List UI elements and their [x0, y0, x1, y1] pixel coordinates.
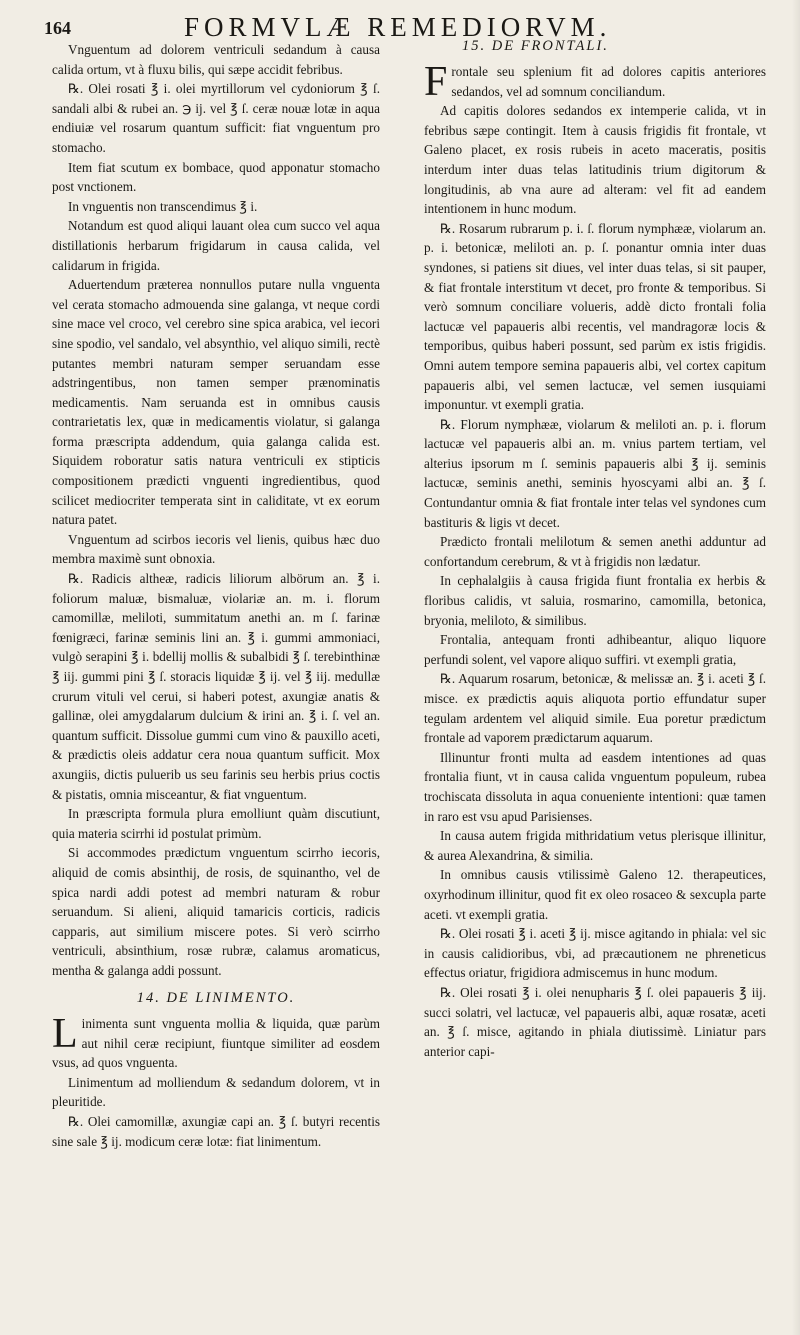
section-heading-frontali: 15. DE FRONTALI. [462, 38, 609, 54]
paragraph: Linimentum ad molliendum & sedandum dolorem, vt in pleuritide. [52, 1074, 380, 1110]
page-header [44, 10, 784, 40]
paragraph: In præscripta formula plura emolliunt quàm discutiunt, quia materia scirrhi id postulat primùm. [52, 806, 380, 841]
initial-letter: F [424, 59, 448, 105]
initial-letter: L [52, 1011, 78, 1058]
paragraph: Prædicto frontali melilotum & semen anethi adduntur ad confortandum cerebrum, & vt à frigidis non lædatur. [424, 534, 766, 569]
paragraph: Notandum est quod aliqui lauant olea cum succo vel aqua distillationis herbarum frigidarum in causa calida, vel calidarum in frigida. [52, 218, 380, 273]
paragraph: In cephalalgiis à causa frigida fiunt frontalia ex herbis & floribus calidis, vt saluia, rosmarino, camomilla, betonica, bryonia, meliloto, & similibus. [424, 573, 766, 628]
running-title: FORMVLÆ REMEDIORVM. [184, 12, 612, 42]
paragraph-text: inimenta sunt vnguenta mollia & liquida, quæ parùm aut nihil ceræ recipiunt, fiuntque similiter ad eosdem vsus, ad quos vnguenta. [52, 1016, 380, 1071]
section-heading: 14. DE LINIMENTO. [136, 989, 296, 1006]
paragraph: Vnguentum ad dolorem ventriculi sedandum à causa calida ortum, vt à fluxu bilis, qui sæpe accidit febribus. [52, 42, 380, 77]
paragraph: Ad capitis dolores sedandos ex intemperie calida, vt in febribus sæpe contingit. Item à causis frigidis fit frontale, vt Galeno placet, ex rosis rubeis in aceto maceratis, positis interdum inter duas telas latitudinis trium digitorum & longitudinis, ab vna aure ad alteram: vel fit ad eandem intentionem in hunc modum. [424, 103, 766, 217]
paragraph: ℞. Florum nymphææ, violarum & meliloti an. p. i. florum lactucæ vel papaueris albi an. m. vnius partem tertiam, vel alterius ipsorum m ſ. seminis papaueris albi ℥ ij. seminis lactucæ, seminis anethi, seminis hyoscyami albi an. ℥ ſ. Contundantur omnia & fiat frontale inter telas vel syndones cum bastituris & ligis vt decet. [424, 416, 766, 530]
right-column [424, 59, 766, 1061]
paragraph: Si accommodes prædictum vnguentum scirrho iecoris, aliquid de comis absinthij, de rosis, de squinantho, vel de spica nardi addi potest ad membri naturam & robur seruandum. Si alieni, aliquid tamaricis corticis, radicis capparis, aut similium miscere potes. Si verò scirrho ventriculi, absinthium, rosæ rubræ, calamus aromaticus, mentha & galanga addi possunt. [52, 845, 380, 978]
paragraph: Item fiat scutum ex bombace, quod apponatur stomacho post vnctionem. [52, 159, 380, 195]
paragraph: ℞. Olei rosati ℥ i. olei nenupharis ℥ ſ. olei papaueris ℥ iij. succi solatri, vel lactucæ, vel papaueris albi, aquæ rosatæ, aceti an. ℥ ſ. misce, agitando in phiala diutissimè. Liniatur pars anterior capi- [424, 984, 766, 1059]
paragraph: ℞. Olei rosati ℥ i. olei myrtillorum vel cydoniorum ℥ ſ. sandali albi & rubei an. ℈ ij. vel ℥ ſ. ceræ nouæ lotæ in aqua endiuiæ vel rosarum quantum sufficit: fiat vnguentum pro stomacho. [52, 81, 380, 155]
paragraph: Vnguentum ad scirbos iecoris vel lienis, quibus hæc duo membra maximè sunt obnoxia. [52, 531, 380, 567]
paragraph: ℞. Rosarum rubrarum p. i. ſ. florum nymphææ, violarum an. p. i. betonicæ, meliloti an. p. ſ. ponantur omnia inter duas syndones, si patiens sit diues, vel inter duas telas, si sit pauper, & fiat frontale interstitum vt decet, pro fronte & temporibus. Si verò somnum conciliare volueris, addè dicto frontali folia lactucæ vel papaueris albi recentis, vel mandragoræ locis & temporibus, quibus haberi possunt, sed parùm ex istis frigidis. Omni autem tempore semina papaueris albi, vel cortex capitum papaueris albi, vel semen lactucæ, vel semen iusquiami imponuntur. vt exempli gratia. [424, 220, 766, 413]
paragraph: ℞. Olei rosati ℥ i. aceti ℥ ij. misce agitando in phiala: vel sic in causis calidioribus, vbi, ad præcautionem ne phreneticus effectus oriatur, frigidiora admiscemus in hunc modum. [424, 926, 766, 981]
paragraph: In omnibus causis vtilissimè Galeno 12. therapeutices, oxyrhodinum illinitur, quod fit ex oleo rosaceo & sexcupla parte aceti. vt exempli gratia. [424, 867, 766, 922]
paragraph-with-initial [424, 59, 766, 105]
paragraph: ℞. Radicis altheæ, radicis liliorum albörum an. ℥ i. foliorum maluæ, bismaluæ, violariæ an. m. i. florum camomillæ, meliloti, summitatum anethi an. m ſ. farinæ fœnigræci, farinæ seminis lini an. ℥ i. gummi ammoniaci, vulgò serapini ℥ i. bdellij mollis & subalbidi ℥ ſ. terebinthinæ ℥ iij. gummi pini ℥ ſ. storacis liquidæ ℥ ij. vel ℥ iij. medullæ crurum vituli vel cerui, si haberi potest, axungiæ anatis & gallinæ, olei amygdalarum dulcium & irini an. ℥ i. ſ. vel an. quantum sufficit. Dissolue gummi cum vino & pauxillo aceti, & prædictis oleis addatur cera noua quantum sufficit. Mox axungiis, dictis puluerib us seu farinis seu herbis prius coctis & pistatis, omnia misceantur, & fiat vnguentum. [52, 571, 380, 802]
paragraph: Illinuntur fronti multa ad easdem intentiones ad quas frontalia fiunt, vt in causa calida vnguentum populeum, rubea trochiscata dissoluta in aqua conueniente intentioni: quæ tamen in raro est vsu apud Parisienses. [424, 749, 766, 824]
paragraph-text: rontale seu splenium fit ad dolores capitis anteriores sedandos, vel ad somnum conciliandum. [451, 64, 766, 99]
paragraph: Frontalia, antequam fronti adhibeantur, aliquo liquore perfundi solent, vel vapore aliquo suffiri. vt exempli gratia, [424, 632, 766, 667]
page-edge-shadow [792, 0, 800, 1335]
paragraph: ℞. Aquarum rosarum, betonicæ, & melissæ an. ℥ i. aceti ℥ ſ. misce. ex prædictis aquis aliquota portio effundatur super tegulam ardentem vel aliquid simile. Eua poretur prædictum frontale ad vaporem prædictarum aquarum. [424, 671, 766, 746]
paragraph: In causa autem frigida mithridatium vetus plerisque illinitur, & aurea Alexandrina, & similia. [424, 828, 766, 863]
page-number: 164 [44, 18, 71, 38]
left-column [52, 40, 380, 1151]
paragraph: In vnguentis non transcendimus ℥ i. [68, 198, 258, 214]
paragraph-with-initial [52, 1011, 380, 1073]
paragraph: Aduertendum præterea nonnullos putare nulla vnguenta vel cerata stomacho admouenda sine galanga, vt neque cordi sine mace vel croco, vel cerebro sine spica arabica, vel iecori sine spodio, vel sandalo, vel absynthio, vel aliquo simili, rectè putantes membri naturam semper seruandam esse adstringentibus, non tamen semper prænominatis medicamentis. Nam seruanda est in omnibus causis contrarietatis lex, quæ in medicamentis violatur, si galanga forma præscripta addendum, quia galanga calida est. Siquidem roboratur satis natura ventriculi ex stipticis compositionem prædicti vnguenti ingredientibus, quod scilicet mediocriter temperata sint in caliditate, vt ex eorum natura patet. [52, 277, 380, 528]
paragraph: ℞. Olei camomillæ, axungiæ capi an. ℥ ſ. butyri recentis sine sale ℥ ij. modicum ceræ lotæ: fiat linimentum. [52, 1114, 380, 1149]
